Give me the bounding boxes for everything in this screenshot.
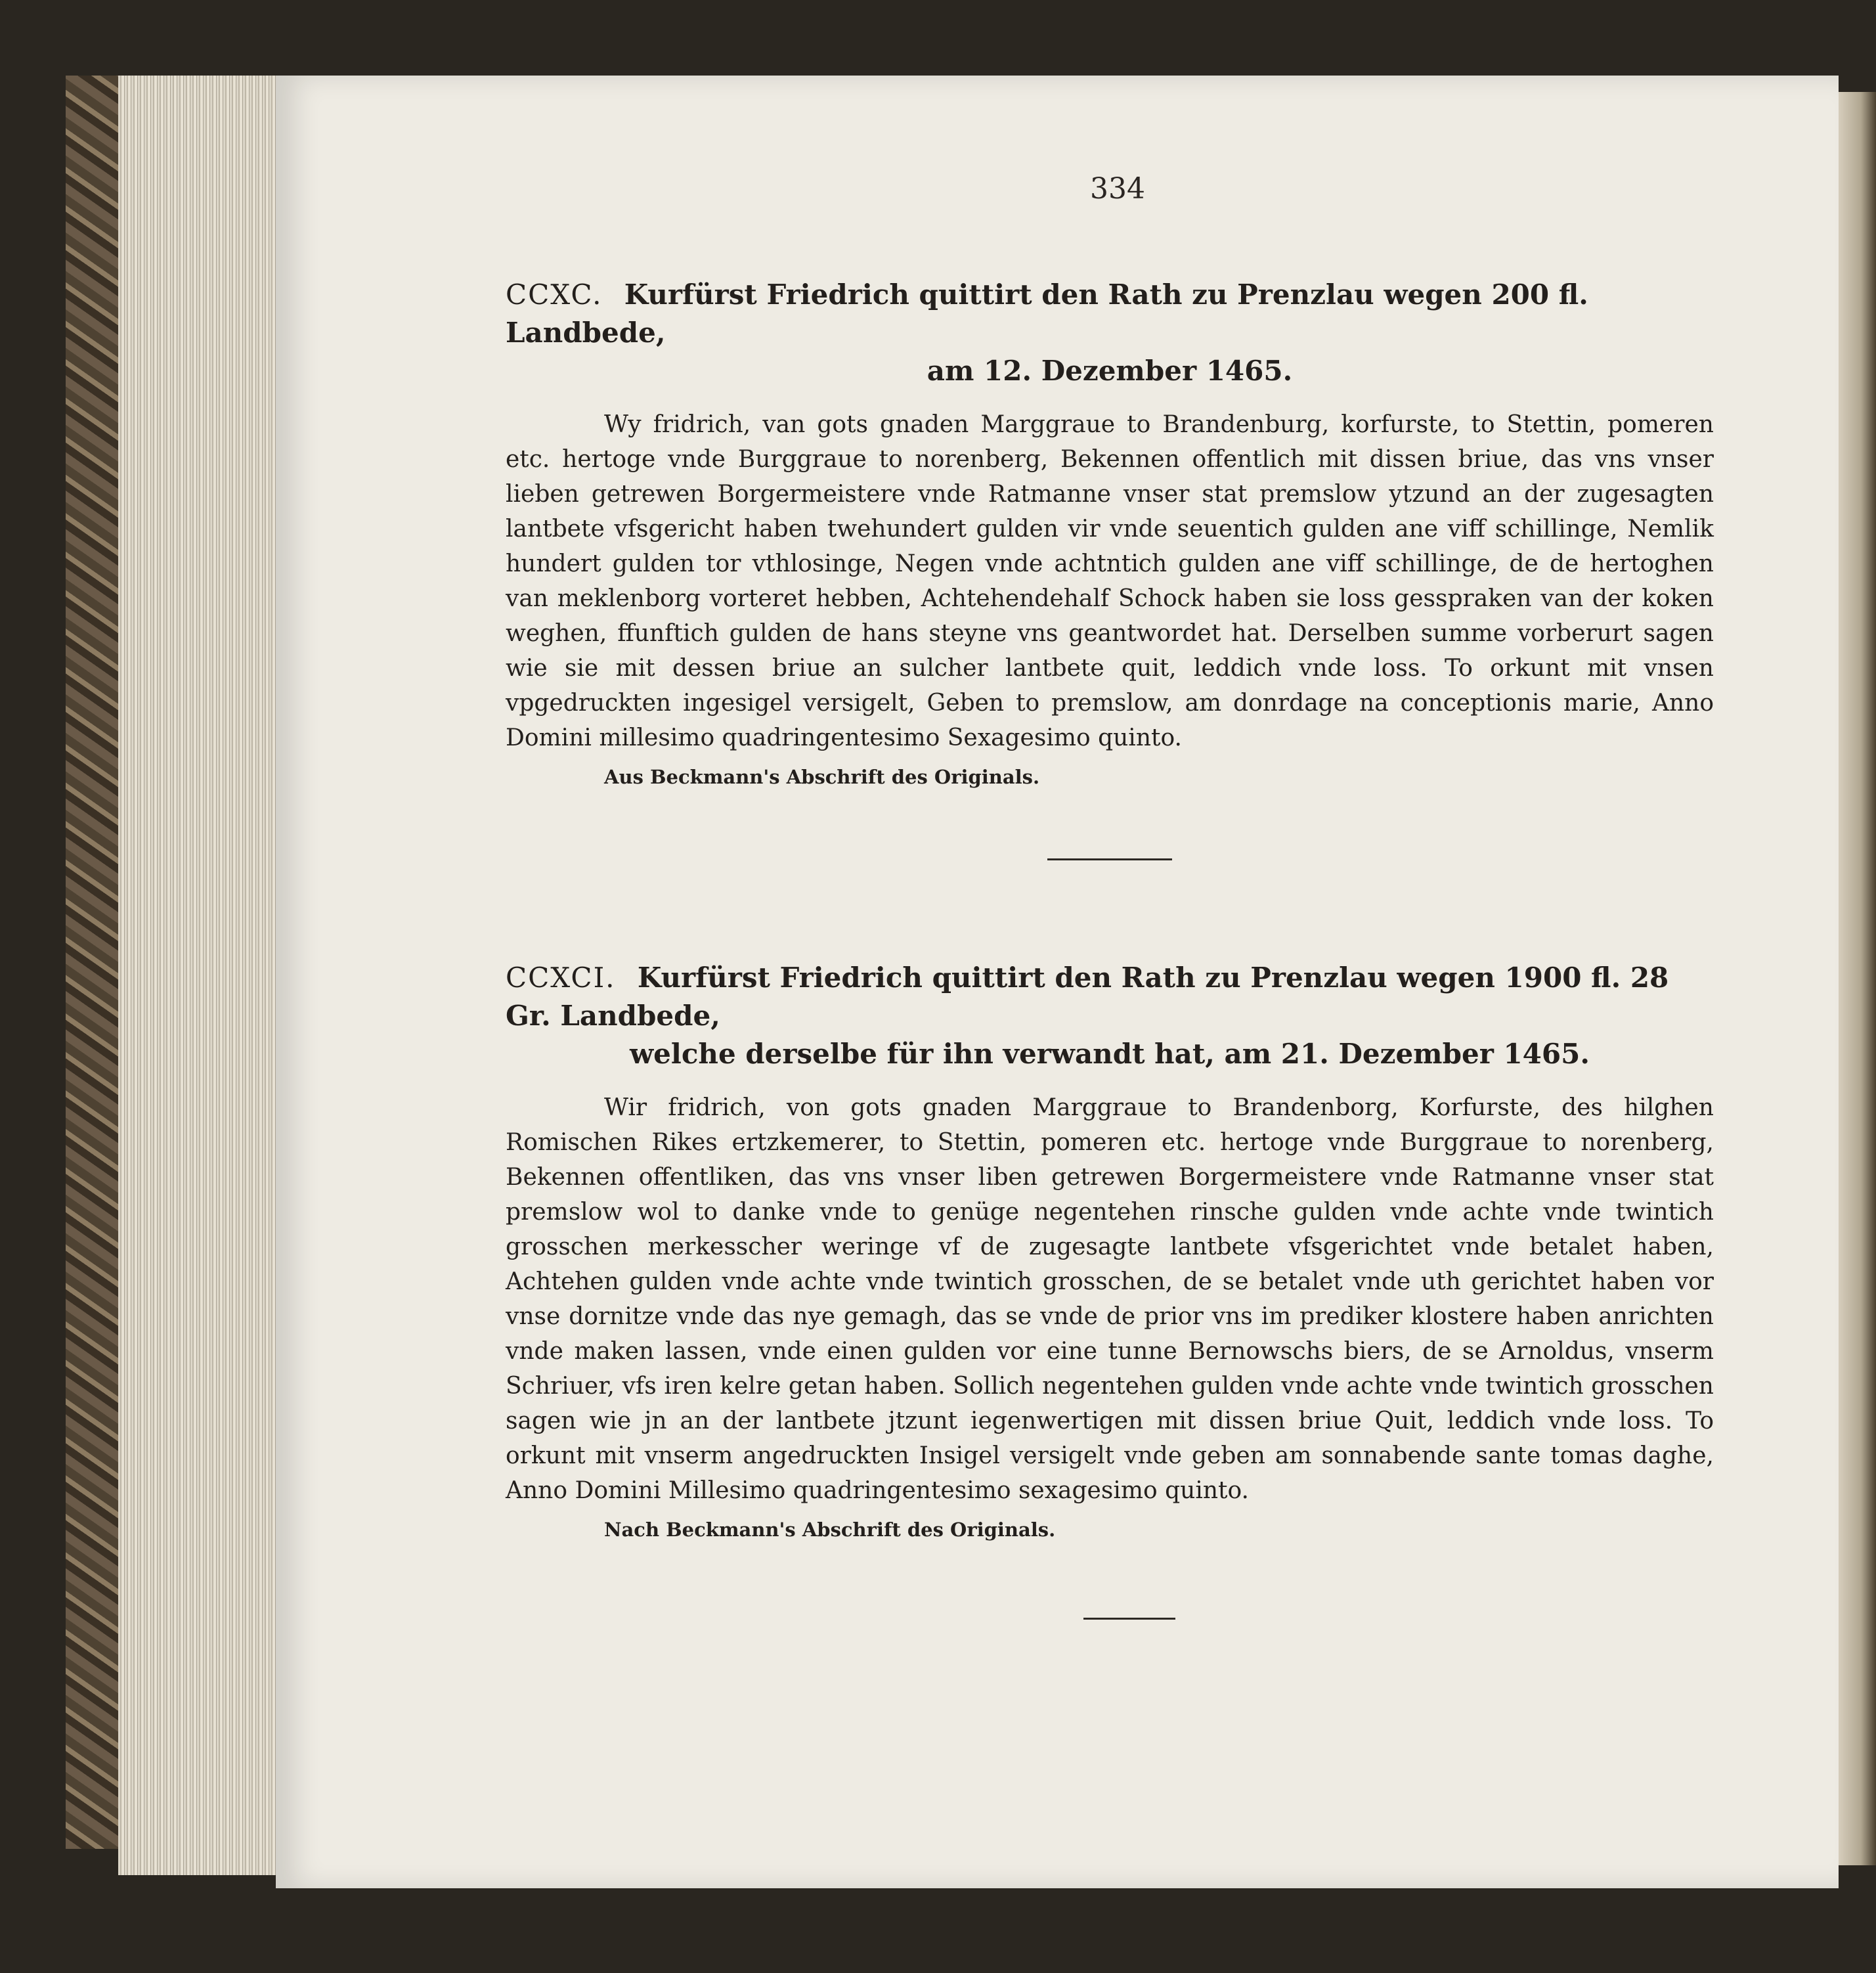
entry-heading bbox=[506, 276, 1714, 390]
entry-number: CCXCI. bbox=[506, 962, 616, 994]
entry-body: Wir fridrich, von gots gnaden Marggraue to Brandenborg, Korfurste, des hilghen Romischen Rikes ertzkemerer, to Stettin, pomeren etc. hertoge vnde Burggraue to norenberg, Bekennen offentliken, das vns vnser liben getrewen Borgermeistere vnde Ratmanne vnser stat premslow wol to danke vnde to genüge negentehen rinsche gulden vnde achte vnde twintich grosschen merkesscher weringe vf de zugesagte lantbete vfsgerichtet vnde betalet haben, Achtehen gulden vnde achte vnde twintich grosschen, de se betalet vnde uth gerichtet haben vor vnse dornitze vnde das nye gemagh, das se vnde de prior vns im prediker klostere haben anrichten vnde maken lassen, vnde einen gulden vor eine tunne Bernowschs biers, de se Arnoldus, vnserm Schriuer, vfs iren kelre getan haben. Sollich negentehen gulden vnde achte vnde twintich grosschen sagen wie jn an der lantbete jtzunt iegenwertigen mit dissen briue Quit, leddich vnde loss. To orkunt mit vnserm angedruckten Insigel versigelt vnde geben am sonnabende sante tomas daghe, Anno Domini Millesimo quadringentesimo sexagesimo quinto. bbox=[506, 1094, 1714, 1504]
section-divider bbox=[1047, 858, 1172, 860]
page-edge-right bbox=[1839, 92, 1876, 1865]
page-number: 334 bbox=[1090, 172, 1145, 206]
section-divider bbox=[1083, 1618, 1175, 1620]
entry-heading bbox=[506, 959, 1714, 1073]
entry-title-line2: am 12. Dezember 1465. bbox=[927, 355, 1293, 387]
entry-body: Wy fridrich, van gots gnaden Marggraue to Brandenburg, korfurste, to Stettin, pomeren etc. hertoge vnde Burggraue to norenberg, Bekennen offentlich mit dissen briue, das vns vnser lieben getrewen Borgermeistere vnde Ratmanne vnser stat premslow ytzund an der zugesagten lantbete vfsgericht haben twehundert gulden vir vnde seuentich gulden ane viff schillinge, Nemlik hundert gulden tor vthlosinge, Negen vnde achtntich gulden ane viff schillinge, de de hertoghen van meklenborg vorteret hebben, Achtehendehalf Schock haben sie loss gesspraken van der koken weghen, ffunftich gulden de hans steyne vns geantwordet hat. Derselben summe vorberurt sagen wie sie mit dessen briue an sulcher lantbete quit, leddich vnde loss. To orkunt mit vnsen vpgedruckten ingesigel versigelt, Geben to premslow, am donrdage na conceptionis marie, Anno Domini millesimo quadringentesimo Sexagesimo quinto. bbox=[506, 411, 1714, 751]
entry-ccxci bbox=[506, 959, 1714, 1541]
entry-ccxc bbox=[506, 276, 1714, 788]
entry-title-line1: Kurfürst Friedrich quittirt den Rath zu Prenzlau wegen 1900 fl. 28 Gr. Landbede, bbox=[506, 962, 1669, 1032]
page-edges-left bbox=[118, 76, 276, 1875]
entry-source: Nach Beckmann's Abschrift des Originals. bbox=[604, 1519, 1056, 1541]
entry-title-line1: Kurfürst Friedrich quittirt den Rath zu Prenzlau wegen 200 fl. Landbede, bbox=[506, 278, 1588, 349]
entry-source: Aus Beckmann's Abschrift des Originals. bbox=[604, 766, 1040, 788]
book-cover-left bbox=[66, 76, 122, 1849]
entry-title-line2: welche derselbe für ihn verwandt hat, am 21. Dezember 1465. bbox=[630, 1038, 1590, 1070]
entry-number: CCXC. bbox=[506, 278, 603, 311]
